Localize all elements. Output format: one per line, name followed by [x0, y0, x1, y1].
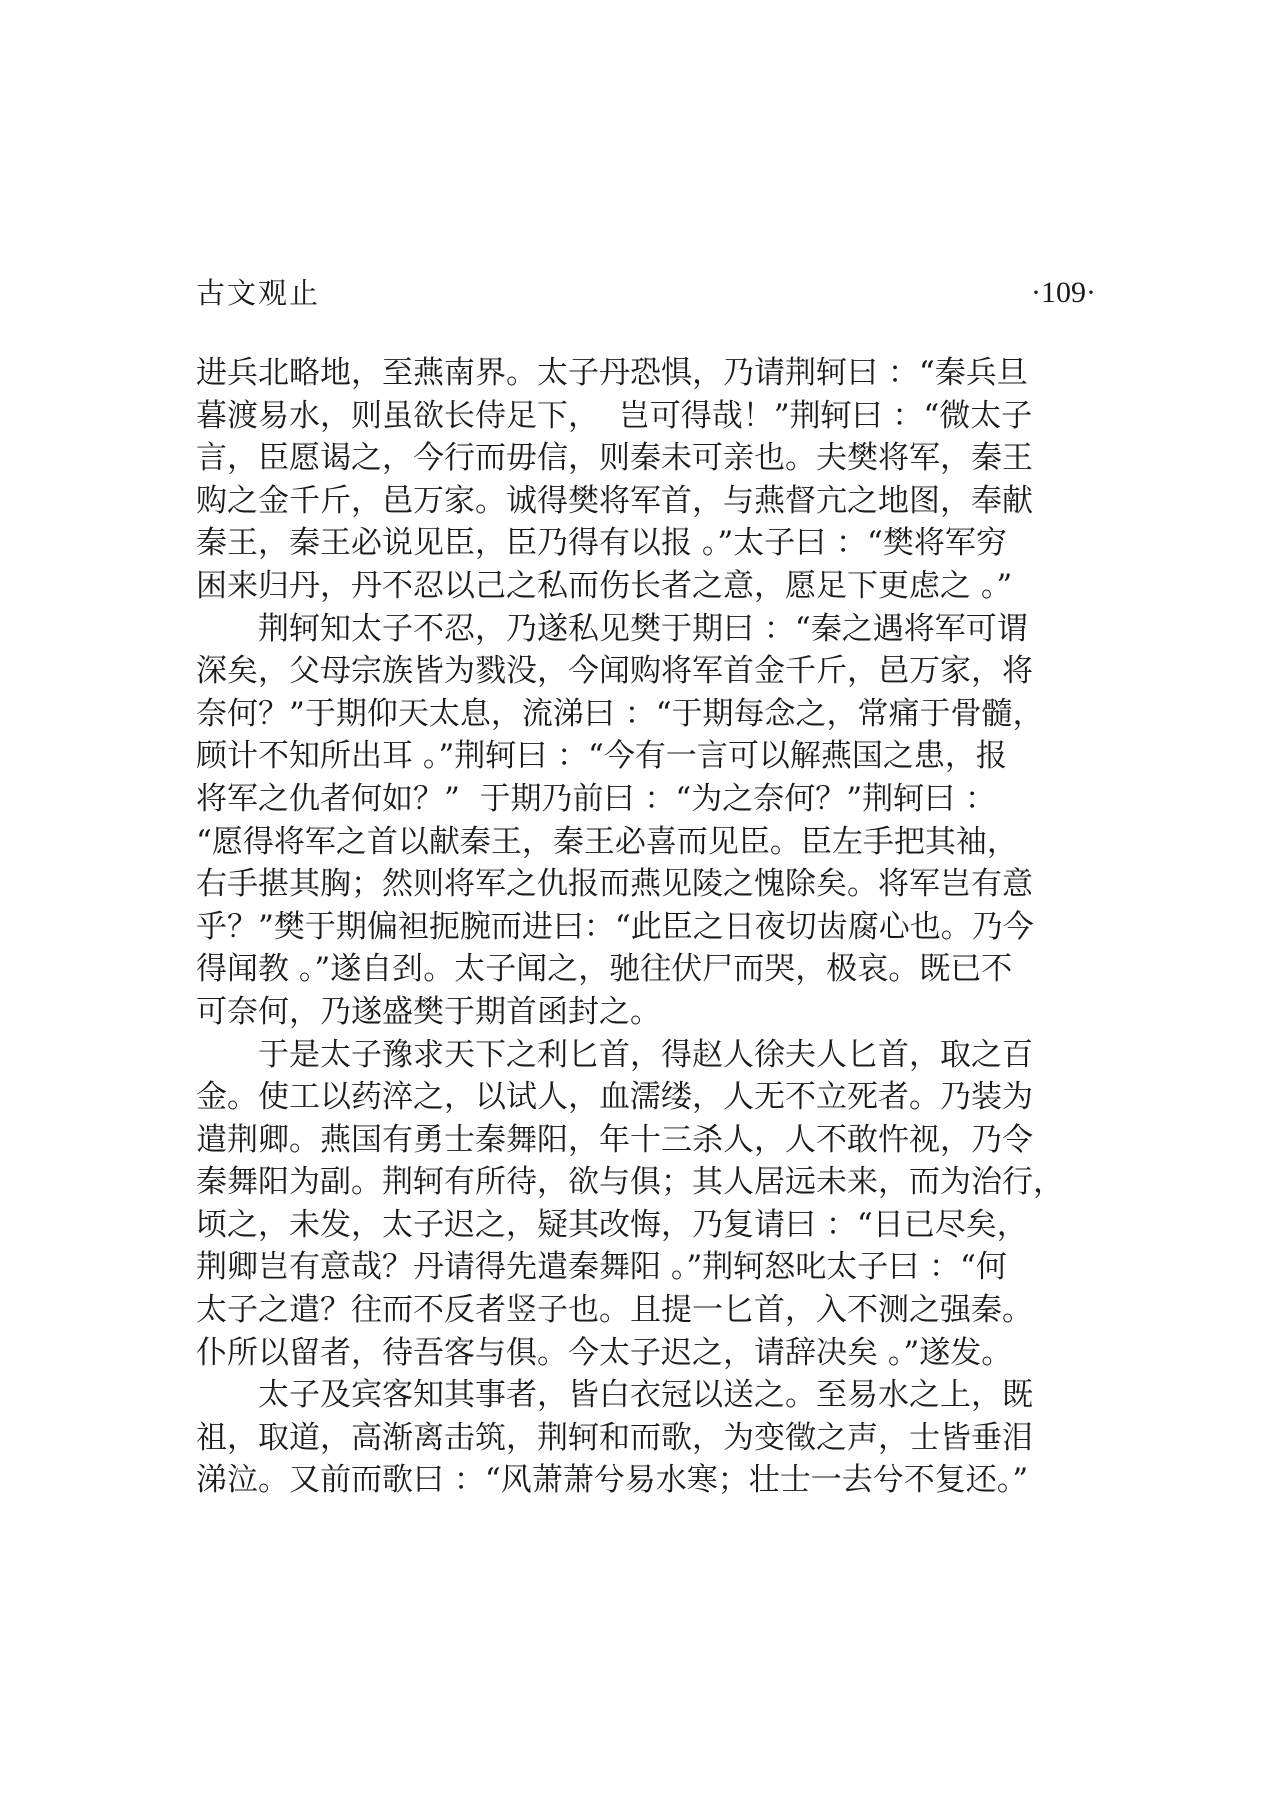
text-line: 暮渡易水，则虽欲长侍足下， 岂可得哉！”荆轲曰 ：“微太子 — [196, 397, 1033, 434]
text-line: 购之金千斤，邑万家。诚得樊将军首，与燕督亢之地图，奉献 — [196, 482, 1033, 519]
text-line: 秦舞阳为副。荆轲有所待，欲与俱；其人居远未来，而为治行， — [196, 1164, 1064, 1201]
text-line: 困来归丹，丹不忍以己之私而伤长者之意，愿足下更虑之 。” — [196, 567, 1013, 604]
text-line: 荆卿岂有意哉？丹请得先遣秦舞阳 。”荆轲怒叱太子曰 ：“何 — [196, 1249, 1007, 1286]
text-line: 顷之，未发，太子迟之，疑其改悔，乃复请曰 ：“日已尽矣， — [196, 1206, 1028, 1243]
running-header — [196, 272, 1096, 314]
text-line: 言，臣愿谒之，今行而毋信，则秦未可亲也。夫樊将军，秦王 — [196, 440, 1033, 477]
text-line: 仆所以留者，待吾客与俱。今太子迟之，请辞决矣 。”遂发。 — [196, 1334, 1013, 1371]
paragraph-start-line: 于是太子豫求天下之利匕首，得赵人徐夫人匕首，取之百 — [258, 1036, 1033, 1073]
text-line: 将军之仇者何如？” 于期乃前曰 ：“为之奈何？”荆轲曰 ： — [196, 780, 996, 817]
text-line: 遣荆卿。燕国有勇士秦舞阳，年十三杀人，人不敢忤视，乃令 — [196, 1121, 1033, 1158]
paragraph-start-line: 太子及宾客知其事者，皆白衣冠以送之。至易水之上，既 — [258, 1377, 1033, 1414]
text-line: 祖，取道，高渐离击筑，荆轲和而歌，为变徵之声，士皆垂泪 — [196, 1419, 1033, 1456]
text-line: 秦王，秦王必说见臣，臣乃得有以报 。”太子曰 ：“樊将军穷 — [196, 525, 1007, 562]
text-line: 乎？”樊于期偏袒扼腕而进曰：“此臣之日夜切齿腐心也。乃今 — [196, 908, 1034, 945]
text-line: 金。使工以药淬之，以试人，血濡缕，人无不立死者。乃装为 — [196, 1079, 1033, 1116]
text-line: 进兵北略地，至燕南界。太子丹恐惧，乃请荆轲曰 ：“秦兵旦 — [196, 355, 1028, 391]
paragraph-start-line: 荆轲知太子不忍，乃遂私见樊于期曰 ：“秦之遇将军可谓 — [258, 610, 1028, 647]
text-line: 可奈何，乃遂盛樊于期首函封之。 — [196, 993, 661, 1030]
page-number: ·109· — [1031, 276, 1096, 309]
text-line: 右手揕其胸；然则将军之仇报而燕见陵之愧除矣。将军岂有意 — [196, 866, 1033, 903]
text-line: 太子之遣？往而不反者竖子也。且提一匕首，入不测之强秦。 — [196, 1292, 1033, 1329]
text-line: 深矣，父母宗族皆为戮没，今闻购将军首金千斤，邑万家，将 — [196, 653, 1033, 690]
text-line: 奈何？”于期仰天太息，流涕曰 ：“于期每念之，常痛于骨髓， — [196, 695, 1044, 732]
body-text — [196, 352, 1096, 1502]
book-title: 古文观止 — [196, 276, 321, 310]
text-line: 得闻教 。”遂自刭。太子闻之，驰往伏尸而哭，极哀。既已不 — [196, 951, 1013, 988]
text-line: “愿得将军之首以献秦王，秦王必喜而见臣。臣左手把其袖， — [196, 823, 1018, 860]
text-line: 顾计不知所出耳 。”荆轲曰 ：“今有一言可以解燕国之患，报 — [196, 738, 1007, 775]
text-line: 涕泣。又前而歌曰 ：“风萧萧兮易水寒；壮士一去兮不复还。” — [196, 1462, 1029, 1499]
